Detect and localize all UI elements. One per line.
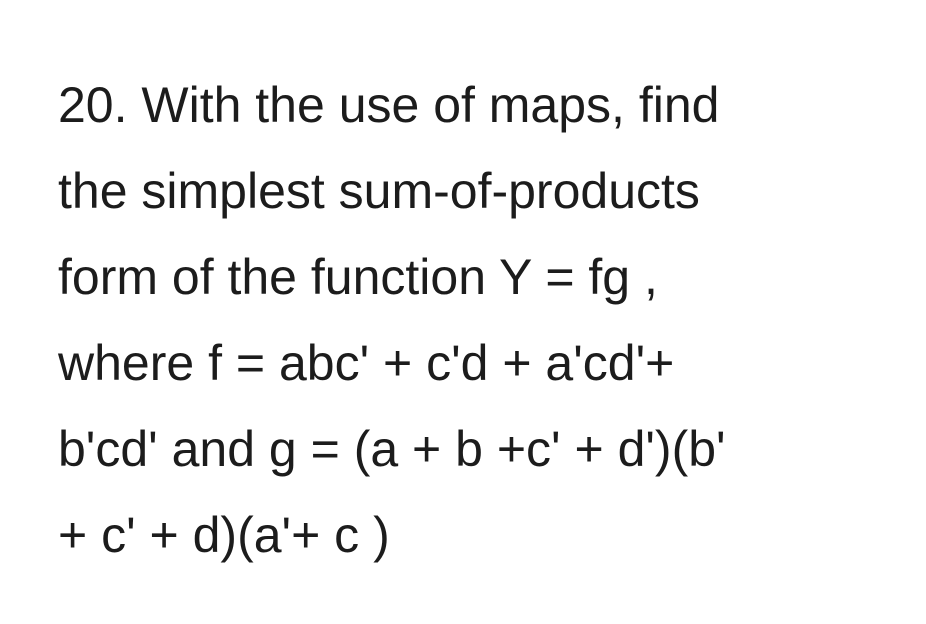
question-line-6: + c' + d)(a'+ c ): [58, 507, 390, 563]
question-text: [58, 62, 726, 578]
question-line-3: form of the function Y = fg ,: [58, 249, 658, 305]
question-line-2: the simplest sum-of-products: [58, 163, 700, 219]
question-line-4: where f = abc' + c'd + a'cd'+: [58, 335, 675, 391]
question-line-5: b'cd' and g = (a + b +c' + d')(b': [58, 421, 726, 477]
question-line-1: 20. With the use of maps, find: [58, 77, 720, 133]
